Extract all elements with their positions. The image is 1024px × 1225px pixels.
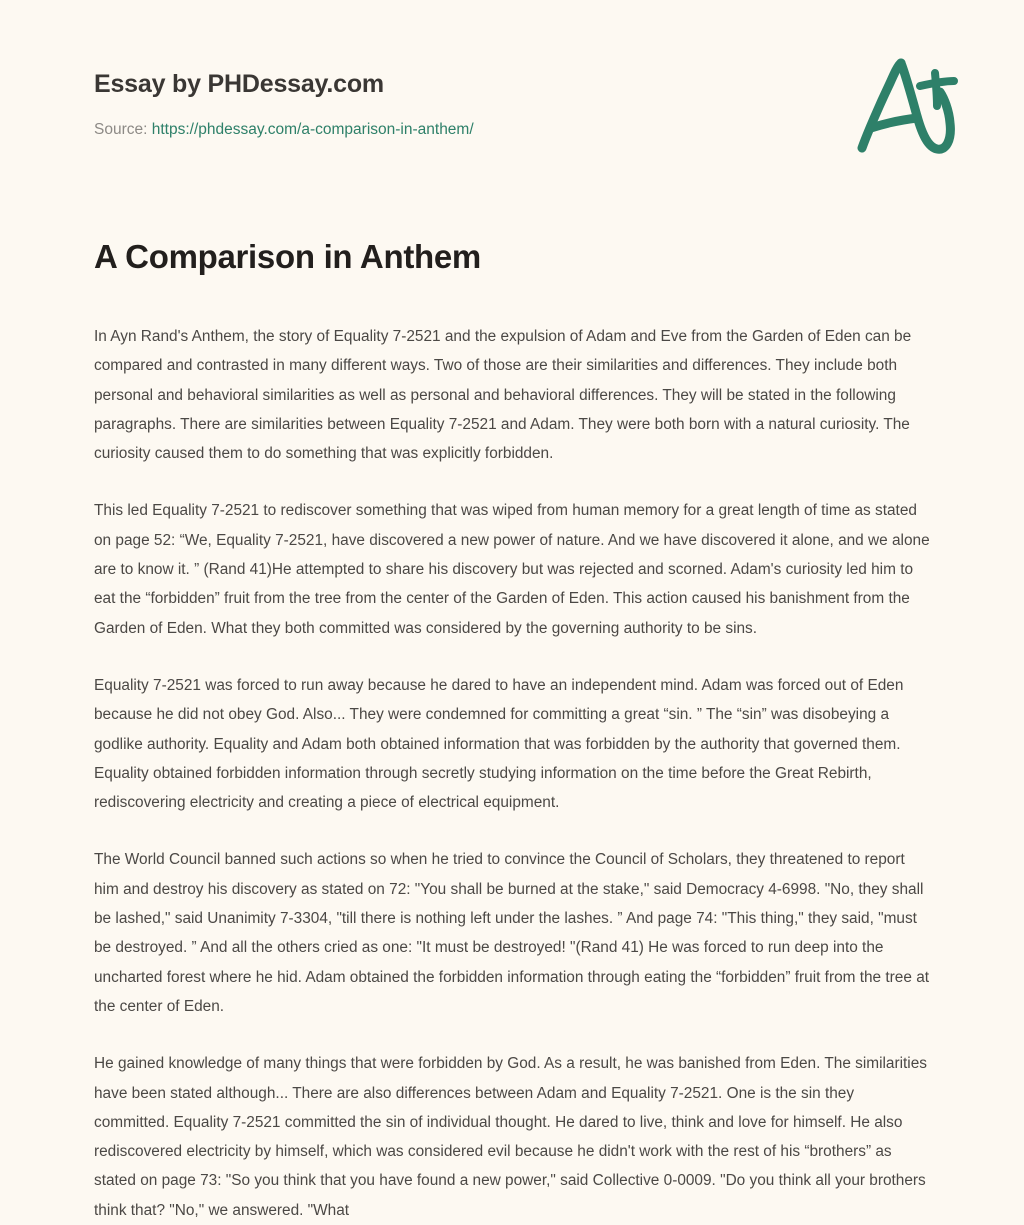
body-paragraph: The World Council banned such actions so when he tried to convince the Council of Scholars, they threatened to report him and destroy his discovery as stated on 72: "You shall be burned at the stake," said Democracy 4-6998. "No, they shall be lashed," said Unanimity 7-3304, "till there is nothing left under the lashes. ” And page 74: "This thing," they said, "must be destroyed. ” And all the others cried as one: "It must be destroyed! "(Rand 41) He was forced to run deep into the uncharted forest where he hid. Adam obtained the forbidden information through eating the “forbidden” fruit from the tree at the center of Eden. (94, 851, 930, 1015)
brand-label: Essay by PHDessay.com (94, 70, 384, 98)
source-url-link[interactable]: https://phdessay.com/a-comparison-in-anthem/ (151, 121, 474, 138)
a-plus-logo-glyph (849, 50, 961, 158)
body-paragraph: In Ayn Rand's Anthem, the story of Equality 7-2521 and the expulsion of Adam and Eve from the Garden of Eden can be compared and contrasted in many different ways. Two of those are their similarities and differences. They include both personal and behavioral similarities as well as personal and behavioral differences. They will be stated in the following paragraphs. There are similarities between Equality 7-2521 and Adam. They were both born with a natural curiosity. The curiosity caused them to do something that was explicitly forbidden. (94, 328, 912, 463)
source-label: Source: (94, 121, 152, 138)
body-paragraph: This led Equality 7-2521 to rediscover something that was wiped from human memory for a great length of time as stated on page 52: “We, Equality 7-2521, have discovered a new power of nature. And we have discovered it alone, and we alone are to know it. ” (Rand 41)He attempted to share his discovery but was rejected and scorned. Adam's curiosity led him to eat the “forbidden” fruit from the tree from the center of the Garden of Eden. This action caused his banishment from the Garden of Eden. What they both committed was considered by the governing authority to be sins. (94, 502, 930, 637)
body-paragraph: He gained knowledge of many things that were forbidden by God. As a result, he was banished from Eden. The similarities have been stated although... There are also differences between Adam and Equality 7-2521. One is the sin they committed. Equality 7-2521 committed the sin of individual thought. He dared to live, think and love for himself. He also rediscovered electricity by himself, which was considered evil because he didn't work with the rest of his “brothers” as stated on page 73: "So you think that you have found a new power," said Collective 0-0009. "Do you think all your brothers think that? "No," we answered. "What (94, 1055, 927, 1219)
essay-body (94, 322, 932, 1225)
phdessay-a-plus-logo-icon (849, 50, 961, 158)
body-paragraph: Equality 7-2521 was forced to run away because he dared to have an independent mind. Adam was forced out of Eden because he did not obey God. Also... They were condemned for committing a great “sin. ” The “sin” was disobeying a godlike authority. Equality and Adam both obtained information that was forbidden by the authority that governed them. Equality obtained forbidden information through secretly studying information on the time before the Great Rebirth, rediscovering electricity and creating a piece of electrical equipment. (94, 676, 904, 812)
source-line (94, 121, 474, 139)
page-title: A Comparison in Anthem (94, 238, 481, 276)
page-header (0, 0, 1024, 190)
